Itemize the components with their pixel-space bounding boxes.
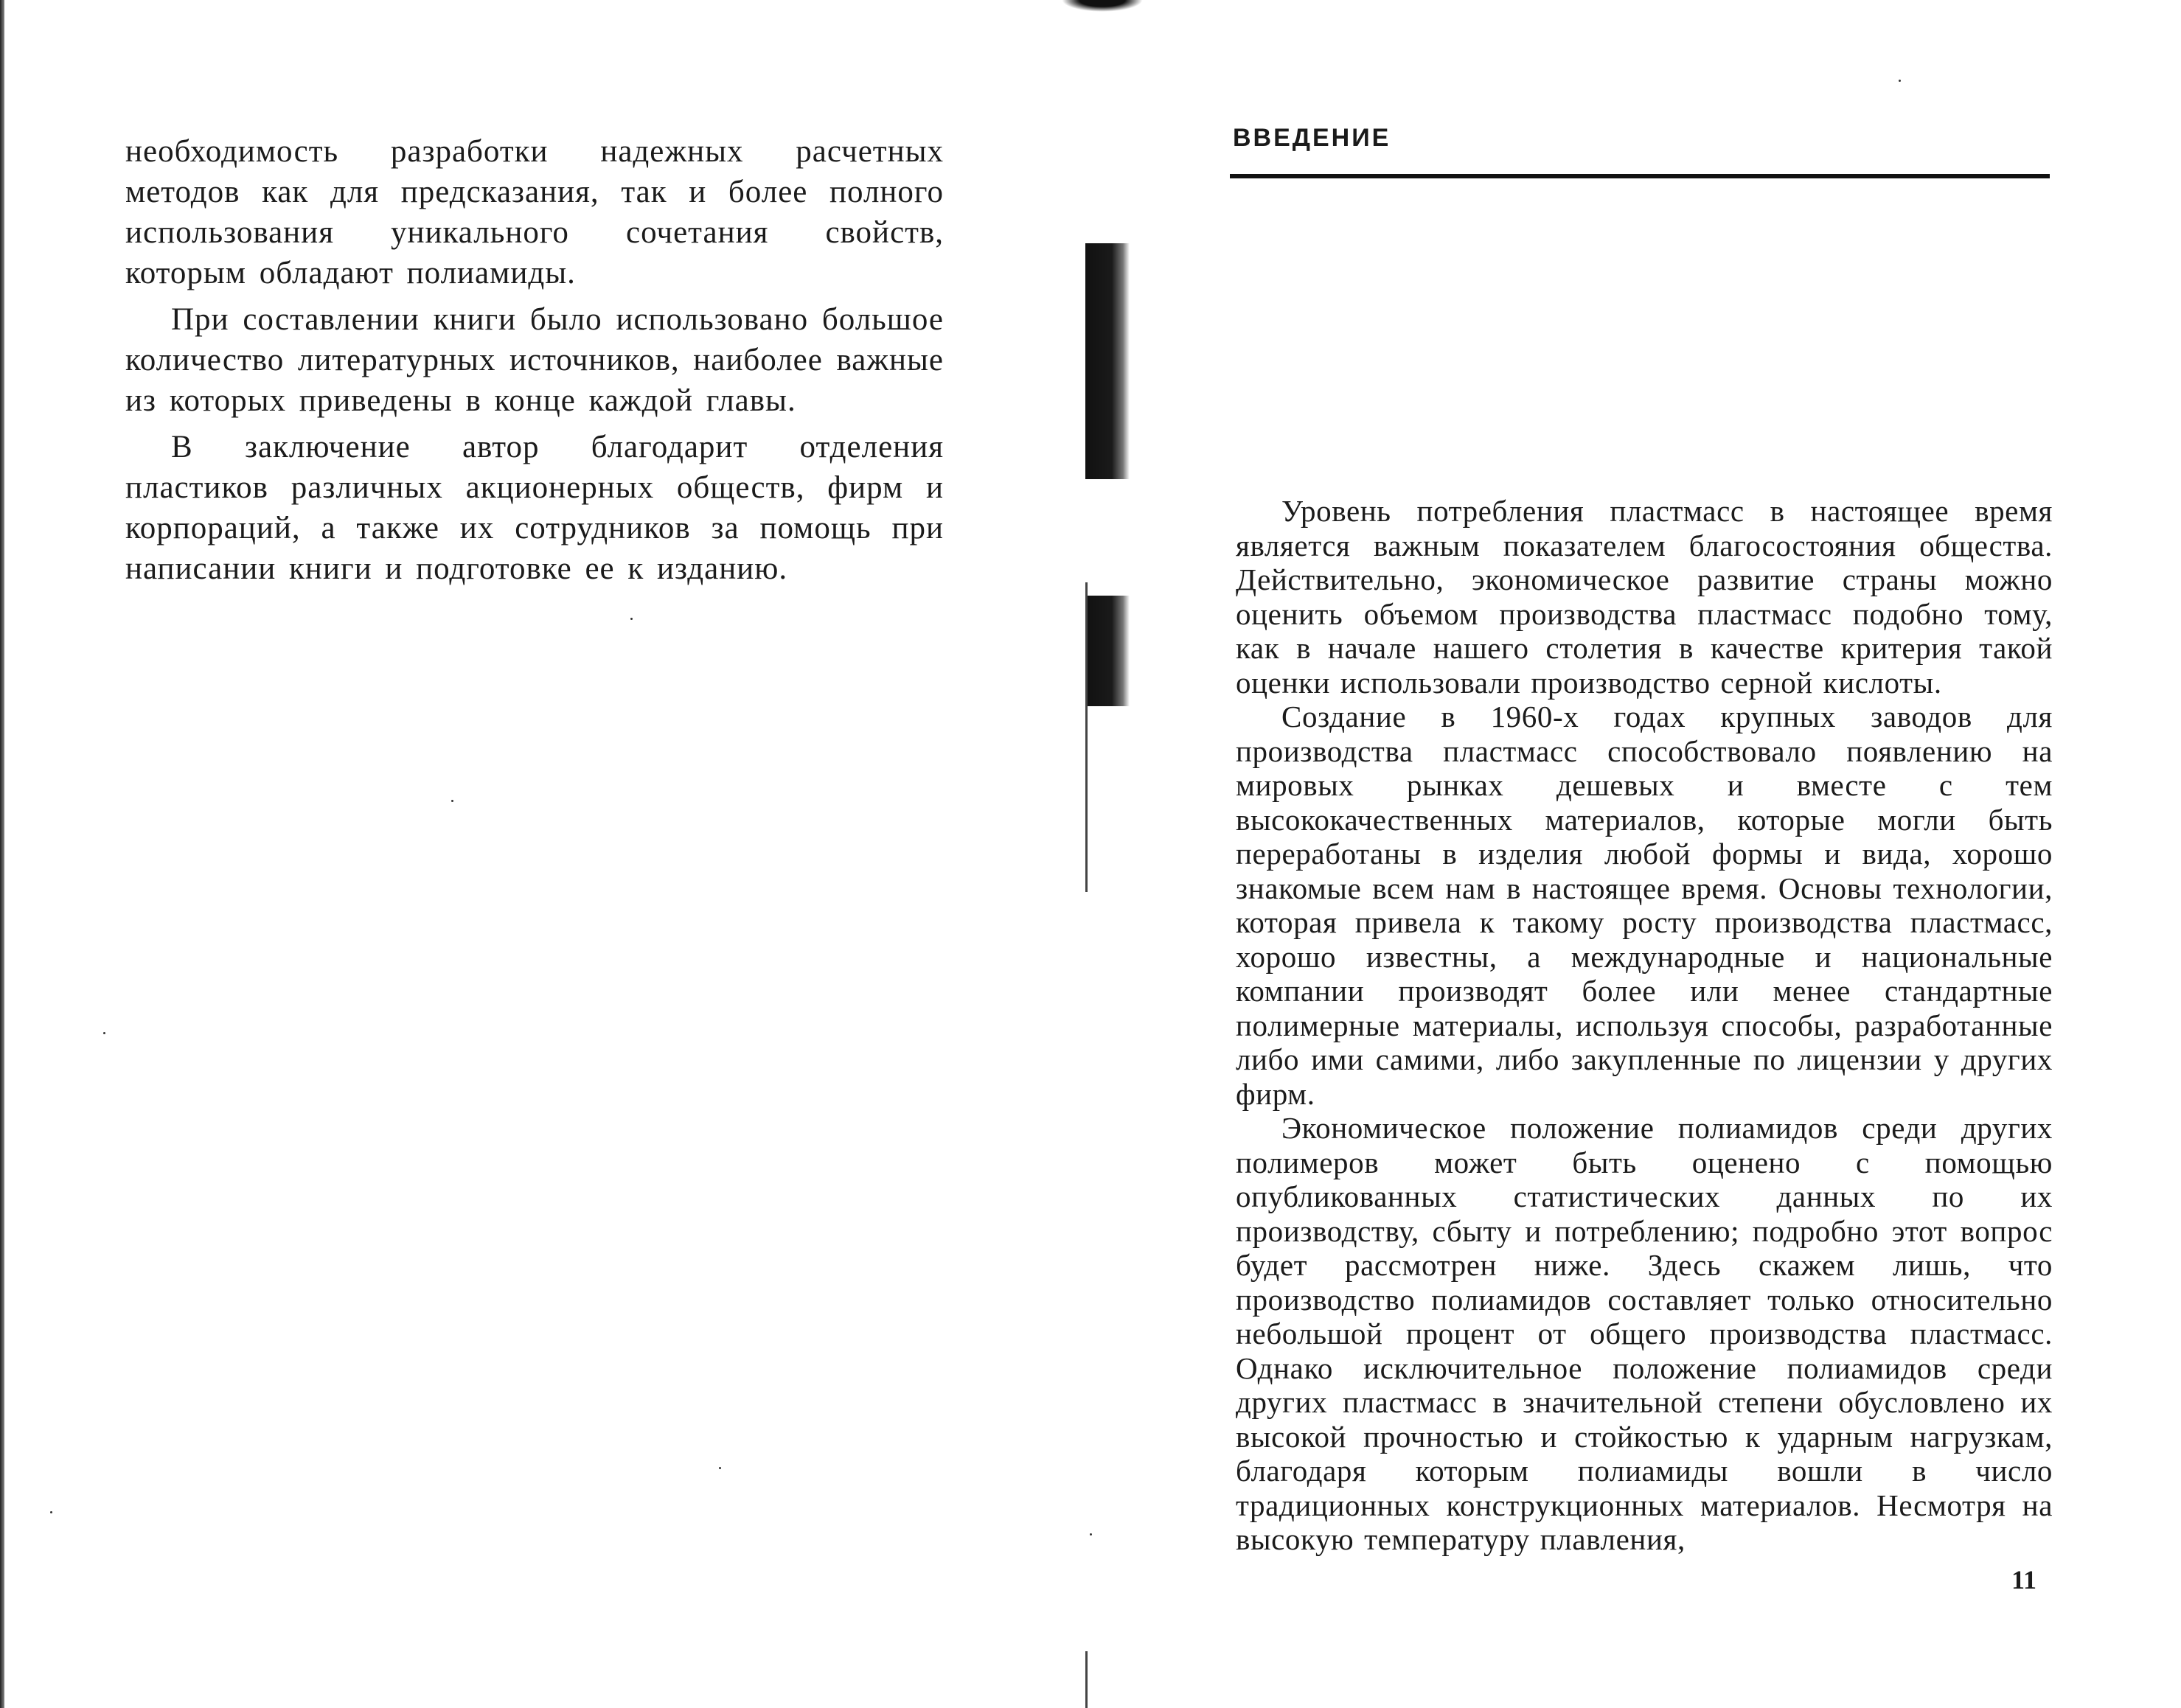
gutter-line-bottom <box>1085 1651 1088 1708</box>
scan-speck <box>1090 1533 1092 1536</box>
right-paragraph-3: Экономическое положение полиамидов среди других полимеров может быть оценено с помощью опубликованных статистических данных по их производству, сбыту и потреблению; подробно этот вопрос будет рассмотрен ниже. Здесь скажем лишь, что производство полиамидов составляет только относительно небольшой процент от общего производства пластмасс. Однако исключительное положение полиамидов среди других пластмасс в значительной степени обусловлено их высокой прочностью и стойкостью к ударным нагрузкам, благодаря которым полиамиды вошли в число традиционных конструкционных материалов. Несмотря на высокую температуру плавления, <box>1236 1111 2053 1556</box>
left-page-text <box>125 131 944 589</box>
left-paragraph-3: В заключение автор благодарит отделения пластиков различных акционерных обществ, фирм и корпораций, а также их сотрудников за помощь при написании книги и подготовке ее к изданию. <box>125 430 944 586</box>
heading-rule <box>1230 174 2050 178</box>
left-page <box>0 0 1084 1708</box>
left-paragraph-2: При составлении книги было использовано большое количество литературных источников, наиболее важные из которых приведены в конце каждой главы. <box>125 302 944 418</box>
binding-shadow-upper <box>1085 243 1130 479</box>
chapter-heading: ВВЕДЕНИЕ <box>1233 124 1391 152</box>
gutter-line-middle <box>1085 582 1088 892</box>
page-number: 11 <box>2011 1565 2037 1594</box>
left-paragraph-1: необходимость разработки надежных расчетных методов как для предсказания, так и более полного использования уникального сочетания свойств, которым обладают полиамиды. <box>125 134 944 290</box>
scan-speck <box>1899 80 1901 82</box>
binding-shadow-lower <box>1085 596 1130 706</box>
right-paragraph-2: Создание в 1960-х годах крупных заводов для производства пластмасс способствовало появлению на мировых рынках дешевых и вместе с тем высококачественных материалов, которые могли быть переработаны в изделия любой формы и вида, хорошо знакомые всем нам в настоящее время. Основы технологии, которая привела к такому росту производства пластмасс, хорошо известны, а международные и национальные компании производят более или менее стандартные полимерные материалы, используя способы, разработанные либо ими самими, либо закупленные по лицензии у других фирм. <box>1236 700 2053 1111</box>
right-paragraph-1: Уровень потребления пластмасс в настоящее время является важным показателем благосостояния общества. Действительно, экономическое развитие страны можно оценить объемом производства пластмасс подобно тому, как в начале нашего столетия в качестве критерия такой оценки использовали производство серной кислоты. <box>1236 494 2053 700</box>
right-page-text <box>1236 494 2053 1557</box>
